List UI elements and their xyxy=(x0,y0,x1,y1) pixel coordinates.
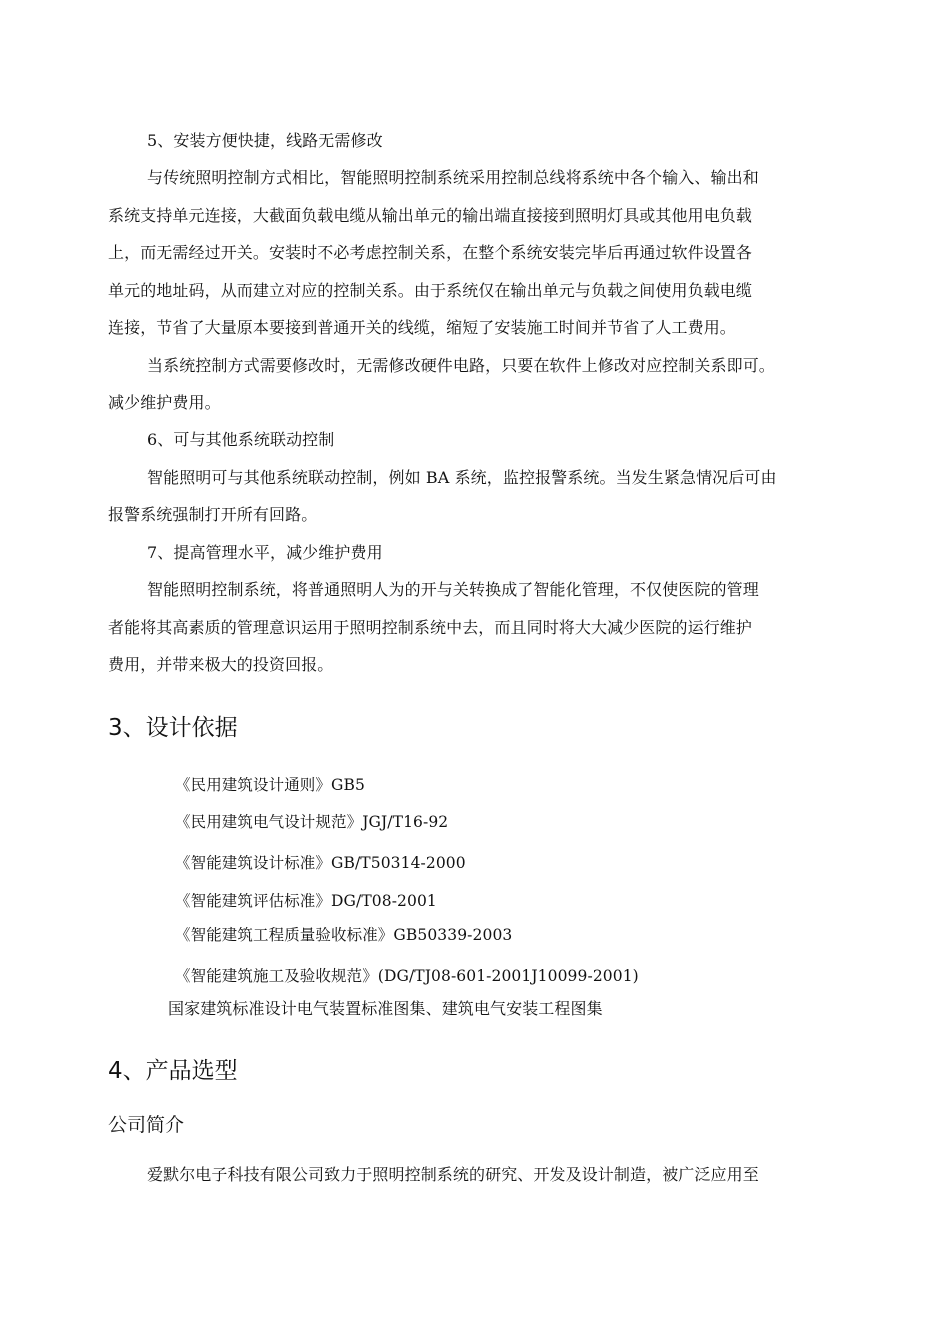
atlas-line: 国家建筑标准设计电气装置标准图集、建筑电气安装工程图集 xyxy=(168,999,603,1018)
paragraph-line: 减少维护费用。 xyxy=(108,393,221,412)
section-7-title: 7、提高管理水平，减少维护费用 xyxy=(147,543,383,562)
paragraph-line: 费用，并带来极大的投资回报。 xyxy=(108,655,334,674)
paragraph-line: 报警系统强制打开所有回路。 xyxy=(108,505,318,524)
paragraph-line: 者能将其高素质的管理意识运用于照明控制系统中去，而且同时将大大减少医院的运行维护 xyxy=(108,618,753,637)
paragraph-line: 连接，节省了大量原本要接到普通开关的线缆，缩短了安装施工时间并节省了人工费用。 xyxy=(108,318,736,337)
section-5-title: 5、安装方便快捷，线路无需修改 xyxy=(147,131,383,150)
paragraph-line: 爱默尔电子科技有限公司致力于照明控制系统的研究、开发及设计制造，被广泛应用至 xyxy=(147,1165,759,1184)
paragraph-line: 智能照明可与其他系统联动控制，例如 BA 系统，监控报警系统。当发生紧急情况后可由 xyxy=(147,468,777,487)
paragraph-line: 上，而无需经过开关。安装时不必考虑控制关系，在整个系统安装完毕后再通过软件设置各 xyxy=(108,243,753,262)
reference-item: 《智能建筑设计标准》GB/T50314-2000 xyxy=(175,854,466,872)
company-intro-subheading: 公司简介 xyxy=(108,1114,185,1136)
product-selection-heading: 4、产品选型 xyxy=(108,1058,238,1084)
paragraph-line: 智能照明控制系统，将普通照明人为的开与关转换成了智能化管理，不仅使医院的管理 xyxy=(147,580,759,599)
reference-item: 《智能建筑评估标准》DG/T08-2001 xyxy=(175,892,437,910)
section-6-title: 6、可与其他系统联动控制 xyxy=(147,430,335,449)
paragraph-line: 系统支持单元连接，大截面负载电缆从输出单元的输出端直接接到照明灯具或其他用电负载 xyxy=(108,206,753,225)
reference-item: 《智能建筑工程质量验收标准》GB50339-2003 xyxy=(175,926,513,944)
design-basis-heading: 3、设计依据 xyxy=(108,715,238,741)
paragraph-line: 当系统控制方式需要修改时，无需修改硬件电路，只要在软件上修改对应控制关系即可。 xyxy=(147,356,775,375)
reference-item: 《民用建筑设计通则》GB5 xyxy=(175,776,365,794)
paragraph-line: 单元的地址码，从而建立对应的控制关系。由于系统仅在输出单元与负载之间使用负载电缆 xyxy=(108,281,753,300)
paragraph-line: 与传统照明控制方式相比，智能照明控制系统采用控制总线将系统中各个输入、输出和 xyxy=(147,168,759,187)
reference-item: 《智能建筑施工及验收规范》(DG/TJ08-601-2001J10099-2001) xyxy=(175,967,639,985)
reference-item: 《民用建筑电气设计规范》JGJ/T16-92 xyxy=(175,813,449,831)
